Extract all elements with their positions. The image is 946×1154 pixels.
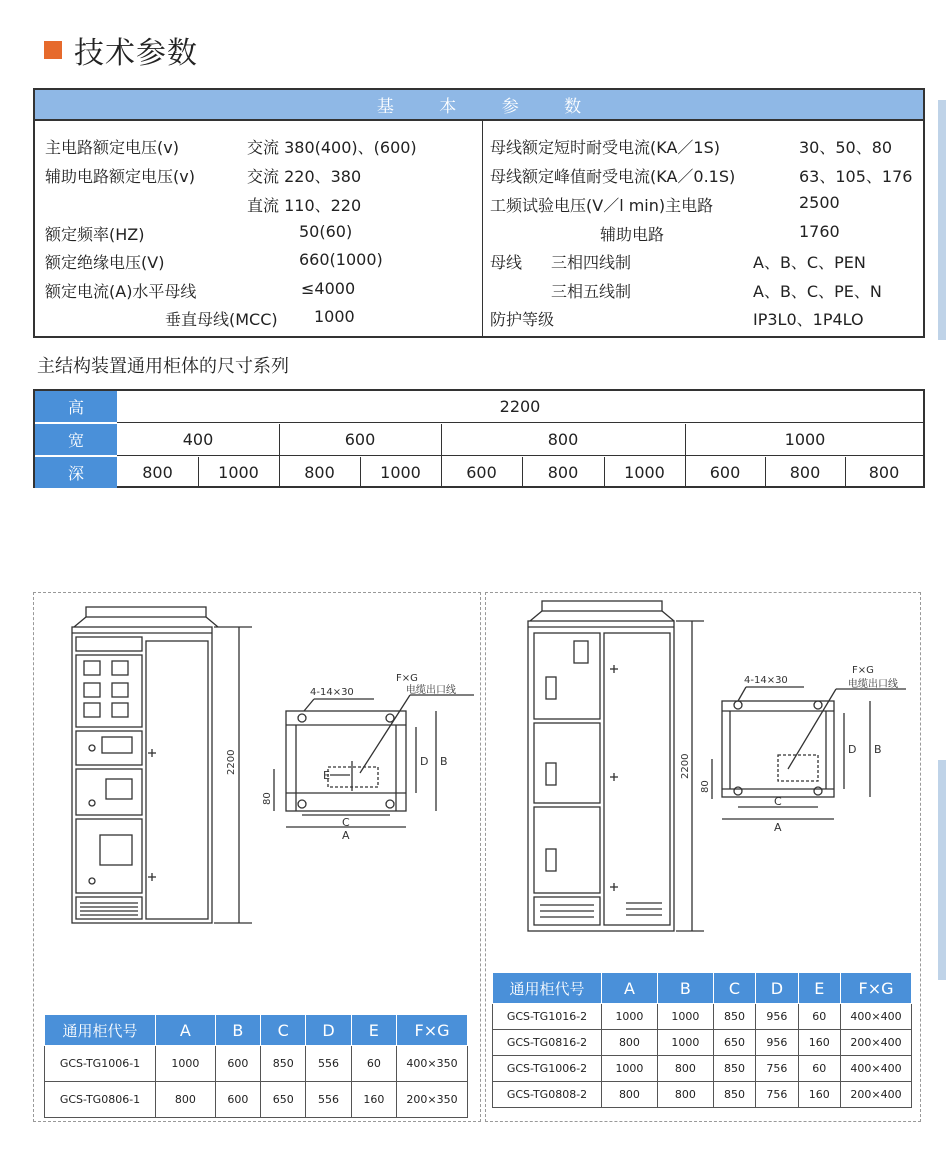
table-cell: 1000: [602, 1056, 658, 1082]
right-dim-80: 80: [700, 780, 711, 793]
table-cell: 850: [261, 1046, 306, 1082]
table-cell: 1000: [602, 1004, 658, 1030]
size-label-height: 高: [35, 391, 117, 422]
heading-text: 技术参数: [74, 36, 198, 71]
right-dim-b: B: [874, 743, 882, 756]
param-left-4-value: 660(1000): [299, 250, 383, 269]
param-left-3-value: 50(60): [299, 222, 353, 241]
size-label-width: 宽: [35, 424, 117, 455]
param-right-0-value: 30、50、80: [799, 138, 893, 157]
left-table-header: E: [351, 1015, 396, 1046]
table-cell: 60: [351, 1046, 396, 1082]
size-depth-cell: 600: [466, 463, 497, 482]
table-cell: 800: [657, 1082, 713, 1108]
right-table-header: A: [602, 973, 658, 1004]
param-right-0-label: 母线额定短时耐受电流(KA／1S): [490, 138, 720, 157]
param-left-3-label: 额定频率(HZ): [45, 225, 145, 244]
table-cell: 200×350: [397, 1082, 468, 1118]
size-depth-cell: 800: [789, 463, 821, 482]
params-divider: [482, 121, 483, 336]
param-right-1-label: 母线额定峰值耐受电流(KA／0.1S): [490, 167, 736, 186]
left-dim-d: D: [420, 755, 429, 768]
table-cell: 556: [306, 1046, 351, 1082]
size-width-cell: 400: [182, 430, 214, 449]
param-right-6-label: 防护等级: [490, 310, 555, 329]
table-cell: 400×350: [397, 1046, 468, 1082]
right-table-header: C: [713, 973, 755, 1004]
param-left-4-label: 额定绝缘电压(V): [45, 253, 165, 272]
size-grid-line: [117, 455, 923, 456]
table-cell: 800: [602, 1030, 658, 1056]
table-cell: GCS-TG1006-2: [493, 1056, 602, 1082]
table-cell: 600: [215, 1046, 260, 1082]
param-right-1-value: 63、105、176: [799, 167, 913, 186]
table-cell: 200×400: [841, 1030, 912, 1056]
table-cell: 160: [798, 1082, 840, 1108]
right-table-header: 通用柜代号: [493, 973, 602, 1004]
params-band: [35, 90, 923, 121]
table-cell: 200×400: [841, 1082, 912, 1108]
size-depth-cell: 800: [304, 463, 335, 482]
right-dim-a: A: [774, 821, 782, 834]
heading-bullet-icon: [44, 41, 62, 59]
table-cell: 400×400: [841, 1004, 912, 1030]
param-left-0-label: 主电路额定电压(v): [45, 138, 179, 157]
table-row: [45, 1082, 468, 1118]
size-width-cell: 600: [344, 430, 376, 449]
table-cell: 956: [756, 1004, 798, 1030]
size-width-cell: 800: [547, 430, 579, 449]
table-cell: 60: [798, 1004, 840, 1030]
table-row: [493, 1004, 912, 1030]
table-cell: 650: [261, 1082, 306, 1118]
param-left-2-value: 直流 110、220: [247, 196, 362, 215]
right-cabinet-table: [492, 972, 912, 1108]
table-row: [493, 1030, 912, 1056]
left-fg-label: F×G: [396, 673, 418, 684]
param-right-5-mid: 三相五线制: [551, 282, 632, 301]
right-dim-c: C: [774, 795, 782, 808]
right-table-header: F×G: [841, 973, 912, 1004]
left-table-header: C: [261, 1015, 306, 1046]
param-right-2-label: 工频试验电压(V／l min)主电路: [490, 196, 714, 215]
size-depth-cell: 1000: [218, 463, 259, 482]
params-band-title: 基 本 参 数: [376, 97, 602, 117]
right-table-header: E: [798, 973, 840, 1004]
table-cell: 756: [756, 1082, 798, 1108]
param-left-5-label: 额定电流(A)水平母线: [45, 282, 197, 301]
size-depth-cell: 800: [868, 463, 900, 482]
size-grid-line: [117, 422, 923, 423]
param-left-5-value: ≤4000: [301, 279, 356, 298]
param-right-4-value: A、B、C、PEN: [753, 253, 866, 272]
table-cell: 400×400: [841, 1056, 912, 1082]
left-dim-b: B: [440, 755, 448, 768]
right-hole-spec: 4-14×30: [744, 675, 788, 686]
edge-strip: [938, 760, 946, 980]
size-depth-cell: 1000: [380, 463, 421, 482]
table-cell: 850: [713, 1004, 755, 1030]
table-cell: 800: [657, 1056, 713, 1082]
size-depth-cell: 800: [547, 463, 579, 482]
table-cell: 160: [798, 1030, 840, 1056]
size-width-cell: 1000: [784, 430, 826, 449]
param-left-6-label: 垂直母线(MCC): [165, 310, 278, 329]
table-cell: 1000: [657, 1004, 713, 1030]
section-heading: [44, 28, 198, 72]
table-cell: 800: [156, 1082, 216, 1118]
size-depth-cell: 600: [709, 463, 741, 482]
table-cell: 1000: [156, 1046, 216, 1082]
size-label-depth: 深: [35, 457, 117, 488]
table-row: [45, 1046, 468, 1082]
table-cell: 956: [756, 1030, 798, 1056]
left-height-dim: 2200: [226, 749, 237, 775]
table-cell: 800: [602, 1082, 658, 1108]
table-cell: GCS-TG1006-1: [45, 1046, 156, 1082]
param-right-4-label: 母线: [490, 253, 523, 272]
left-table-header: B: [215, 1015, 260, 1046]
table-row: [493, 1056, 912, 1082]
size-depth-cell: 1000: [624, 463, 665, 482]
table-cell: 600: [215, 1082, 260, 1118]
table-cell: 850: [713, 1056, 755, 1082]
param-right-5-value: A、B、C、PE、N: [753, 282, 882, 301]
left-table-header: A: [156, 1015, 216, 1046]
table-cell: GCS-TG0816-2: [493, 1030, 602, 1056]
size-depth-cell: 800: [142, 463, 173, 482]
left-table-header: F×G: [397, 1015, 468, 1046]
table-cell: 650: [713, 1030, 755, 1056]
table-cell: 850: [713, 1082, 755, 1108]
param-right-6-value: IP3L0、1P4LO: [753, 310, 864, 329]
left-dim-c: C: [342, 816, 350, 829]
basic-params-box: [33, 88, 925, 338]
table-cell: 756: [756, 1056, 798, 1082]
param-right-2-value: 2500: [799, 193, 840, 212]
table-cell: 556: [306, 1082, 351, 1118]
left-cable-label: 电缆出口线: [406, 685, 456, 696]
param-left-0-value: 交流 380(400)、(600): [247, 138, 417, 157]
param-left-1-value: 交流 220、380: [247, 167, 362, 186]
table-cell: GCS-TG0808-2: [493, 1082, 602, 1108]
table-cell: GCS-TG1016-2: [493, 1004, 602, 1030]
right-dim-d: D: [848, 743, 857, 756]
size-height-value: 2200: [499, 397, 541, 416]
left-table-header: D: [306, 1015, 351, 1046]
left-dim-e: E: [323, 769, 330, 782]
left-dim-80: 80: [262, 792, 273, 805]
right-table-header: B: [657, 973, 713, 1004]
right-table-header: D: [756, 973, 798, 1004]
param-left-1-label: 辅助电路额定电压(v): [45, 167, 195, 186]
table-row: [493, 1082, 912, 1108]
left-hole-spec: 4-14×30: [310, 687, 354, 698]
table-cell: GCS-TG0806-1: [45, 1082, 156, 1118]
param-right-4-mid: 三相四线制: [551, 253, 632, 272]
left-dim-a: A: [342, 829, 350, 842]
left-table-header: 通用柜代号: [45, 1015, 156, 1046]
param-left-6-value: 1000: [314, 307, 355, 326]
table-cell: 1000: [657, 1030, 713, 1056]
param-right-3-label: 辅助电路: [600, 225, 665, 244]
right-fg-label: F×G: [852, 665, 874, 676]
table-cell: 160: [351, 1082, 396, 1118]
size-series-heading: 主结构装置通用柜体的尺寸系列: [37, 356, 289, 377]
left-cabinet-table: [44, 1014, 468, 1118]
size-table: [33, 389, 925, 488]
param-right-3-value: 1760: [799, 222, 840, 241]
table-cell: 60: [798, 1056, 840, 1082]
right-cable-label: 电缆出口线: [848, 679, 898, 690]
edge-strip: [938, 100, 946, 340]
right-height-dim: 2200: [680, 753, 691, 779]
